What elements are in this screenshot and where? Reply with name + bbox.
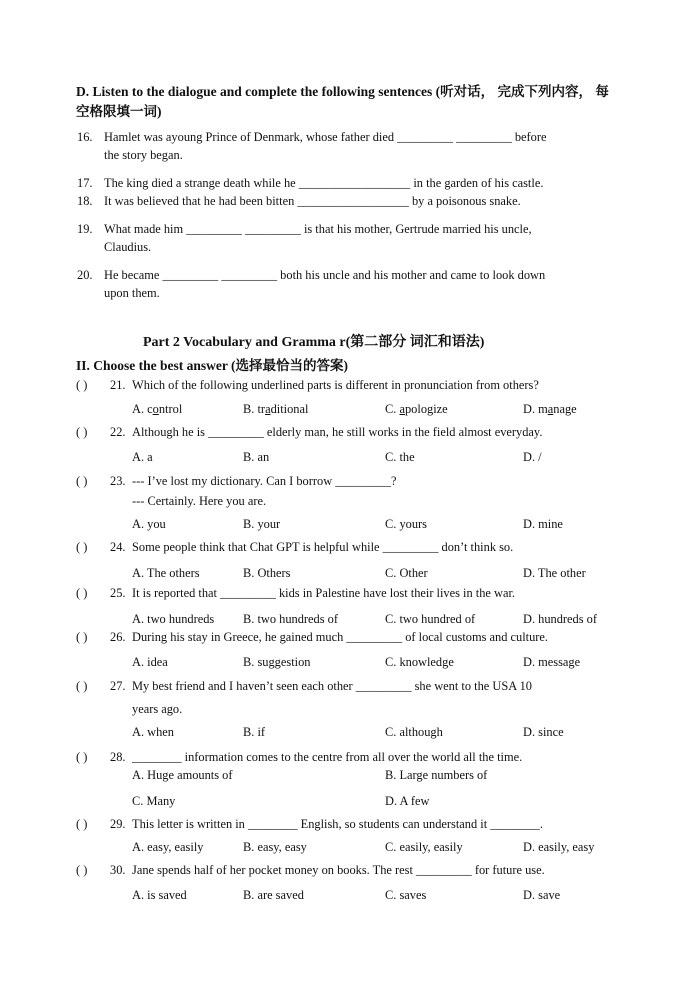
- option-d: D. since: [523, 725, 564, 739]
- option-c: C. two hundred of: [385, 612, 476, 626]
- option-a: A. you: [132, 517, 166, 531]
- option-d: D. mine: [523, 517, 563, 531]
- option-d: D. save: [523, 888, 561, 902]
- underlined-letters: o: [152, 402, 159, 416]
- question-23-number: 23.: [110, 474, 126, 488]
- item-18-number: 18.: [77, 194, 93, 208]
- answer-bracket[interactable]: ( ): [76, 474, 88, 488]
- underlined-letters: a: [265, 402, 271, 416]
- option-c: C. yours: [385, 517, 427, 531]
- option-a: A. when: [132, 725, 174, 739]
- question-22-number: 22.: [110, 425, 126, 439]
- option-a: A. The others: [132, 566, 200, 580]
- option-d: D. message: [523, 655, 581, 669]
- question-29-text: This letter is written in ________ English, so students can understand it ________.: [132, 817, 543, 831]
- section-d-heading-line2: 空格限填一词): [76, 104, 162, 119]
- question-28-text: ________ information comes to the centre from all over the world all the time.: [132, 750, 523, 764]
- option-c: C. saves: [385, 888, 427, 902]
- option-c: C. although: [385, 725, 443, 739]
- option-text: m: [538, 402, 548, 416]
- option-b: B. Others: [243, 566, 291, 580]
- answer-bracket[interactable]: ( ): [76, 540, 88, 554]
- option-b: [243, 401, 308, 417]
- option-a: A. is saved: [132, 888, 187, 902]
- item-17-number: 17.: [77, 176, 93, 190]
- question-26-number: 26.: [110, 630, 126, 644]
- underlined-letters: a: [547, 402, 554, 416]
- question-24-text: Some people think that Chat GPT is helpful while _________ don’t think so.: [132, 540, 514, 554]
- option-text: tr: [257, 402, 266, 416]
- item-19-line1: What made him _________ _________ is that his mother, Gertrude married his uncle,: [104, 222, 532, 236]
- option-c: C. the: [385, 450, 415, 464]
- option-text: nage: [553, 402, 577, 416]
- option-label: C.: [385, 402, 397, 416]
- option-d: [523, 401, 577, 417]
- option-c: C. knowledge: [385, 655, 454, 669]
- item-17-line1: The king died a strange death while he __________________ in the garden of his castle.: [104, 176, 544, 190]
- option-label: D.: [523, 402, 536, 416]
- answer-bracket[interactable]: ( ): [76, 863, 88, 877]
- question-27-number: 27.: [110, 679, 126, 693]
- option-d: D. /: [523, 450, 542, 464]
- answer-bracket[interactable]: ( ): [76, 630, 88, 644]
- item-19-line2: Claudius.: [104, 240, 152, 254]
- option-b: B. Large numbers of: [385, 768, 488, 782]
- question-30-number: 30.: [110, 863, 126, 877]
- option-label: A.: [132, 402, 145, 416]
- answer-bracket[interactable]: ( ): [76, 425, 88, 439]
- item-19-number: 19.: [77, 222, 93, 236]
- answer-bracket[interactable]: ( ): [76, 679, 88, 693]
- question-29-number: 29.: [110, 817, 126, 831]
- option-d: D. A few: [385, 794, 430, 808]
- item-18-line1: It was believed that he had been bitten __________________ by a poisonous snake.: [104, 194, 521, 208]
- option-a: A. Huge amounts of: [132, 768, 233, 782]
- option-d: D. hundreds of: [523, 612, 597, 626]
- option-text: ntrol: [158, 402, 183, 416]
- question-23-text: --- I’ve lost my dictionary. Can I borrow _________?: [132, 474, 397, 488]
- question-21-text: Which of the following underlined parts is different in pronunciation from others?: [132, 378, 539, 392]
- item-20-line2: upon them.: [104, 286, 160, 300]
- option-text: c: [147, 402, 153, 416]
- option-d: D. easily, easy: [523, 840, 595, 854]
- option-b: B. if: [243, 725, 266, 739]
- item-20-number: 20.: [77, 268, 93, 282]
- option-a: A. idea: [132, 655, 168, 669]
- answer-bracket[interactable]: ( ): [76, 750, 88, 764]
- question-22-text: Although he is _________ elderly man, he still works in the field almost everyday.: [132, 425, 543, 439]
- option-b: B. suggestion: [243, 655, 311, 669]
- answer-bracket[interactable]: ( ): [76, 817, 88, 831]
- question-26-text: During his stay in Greece, he gained much _________ of local customs and culture.: [132, 630, 549, 644]
- option-d: D. The other: [523, 566, 586, 580]
- section-ii-heading: II. Choose the best answer (选择最恰当的答案): [76, 358, 348, 373]
- answer-bracket[interactable]: ( ): [76, 586, 88, 600]
- item-16-line2: the story began.: [104, 148, 183, 162]
- option-text: ditional: [270, 402, 309, 416]
- option-text: pologize: [404, 402, 448, 416]
- option-a: [132, 401, 182, 417]
- option-b: B. are saved: [243, 888, 304, 902]
- item-16-line1: Hamlet was ayoung Prince of Denmark, whose father died _________ _________ before: [104, 130, 547, 144]
- section-d-heading-line1: D. Listen to the dialogue and complete the following sentences (听对话， 完成下列内容， 每: [76, 84, 609, 99]
- question-25-text: It is reported that _________ kids in Palestine have lost their lives in the war.: [132, 586, 516, 600]
- question-27-text-line2: years ago.: [132, 702, 183, 716]
- item-20-line1: He became _________ _________ both his uncle and his mother and came to look down: [104, 268, 546, 282]
- underlined-letters: a: [399, 402, 405, 416]
- item-16-number: 16.: [77, 130, 93, 144]
- option-c: C. Many: [132, 794, 176, 808]
- question-23-text-line2: --- Certainly. Here you are.: [132, 494, 267, 508]
- option-c: [385, 401, 448, 417]
- option-c: C. Other: [385, 566, 428, 580]
- question-27-text: My best friend and I haven’t seen each other _________ she went to the USA 10: [132, 679, 532, 693]
- option-c: C. easily, easily: [385, 840, 463, 854]
- option-a: A. easy, easily: [132, 840, 204, 854]
- question-28-number: 28.: [110, 750, 126, 764]
- option-label: B.: [243, 402, 255, 416]
- part2-title: Part 2 Vocabulary and Gramma r(第二部分 词汇和语法): [143, 335, 485, 350]
- question-25-number: 25.: [110, 586, 126, 600]
- option-b: B. two hundreds of: [243, 612, 338, 626]
- option-a: A. two hundreds: [132, 612, 215, 626]
- question-21-number: 21.: [110, 378, 126, 392]
- question-24-number: 24.: [110, 540, 126, 554]
- option-a: A. a: [132, 450, 153, 464]
- option-b: B. your: [243, 517, 281, 531]
- question-30-text: Jane spends half of her pocket money on books. The rest _________ for future use.: [132, 863, 545, 877]
- answer-bracket[interactable]: ( ): [76, 378, 88, 392]
- option-b: B. easy, easy: [243, 840, 307, 854]
- option-b: B. an: [243, 450, 270, 464]
